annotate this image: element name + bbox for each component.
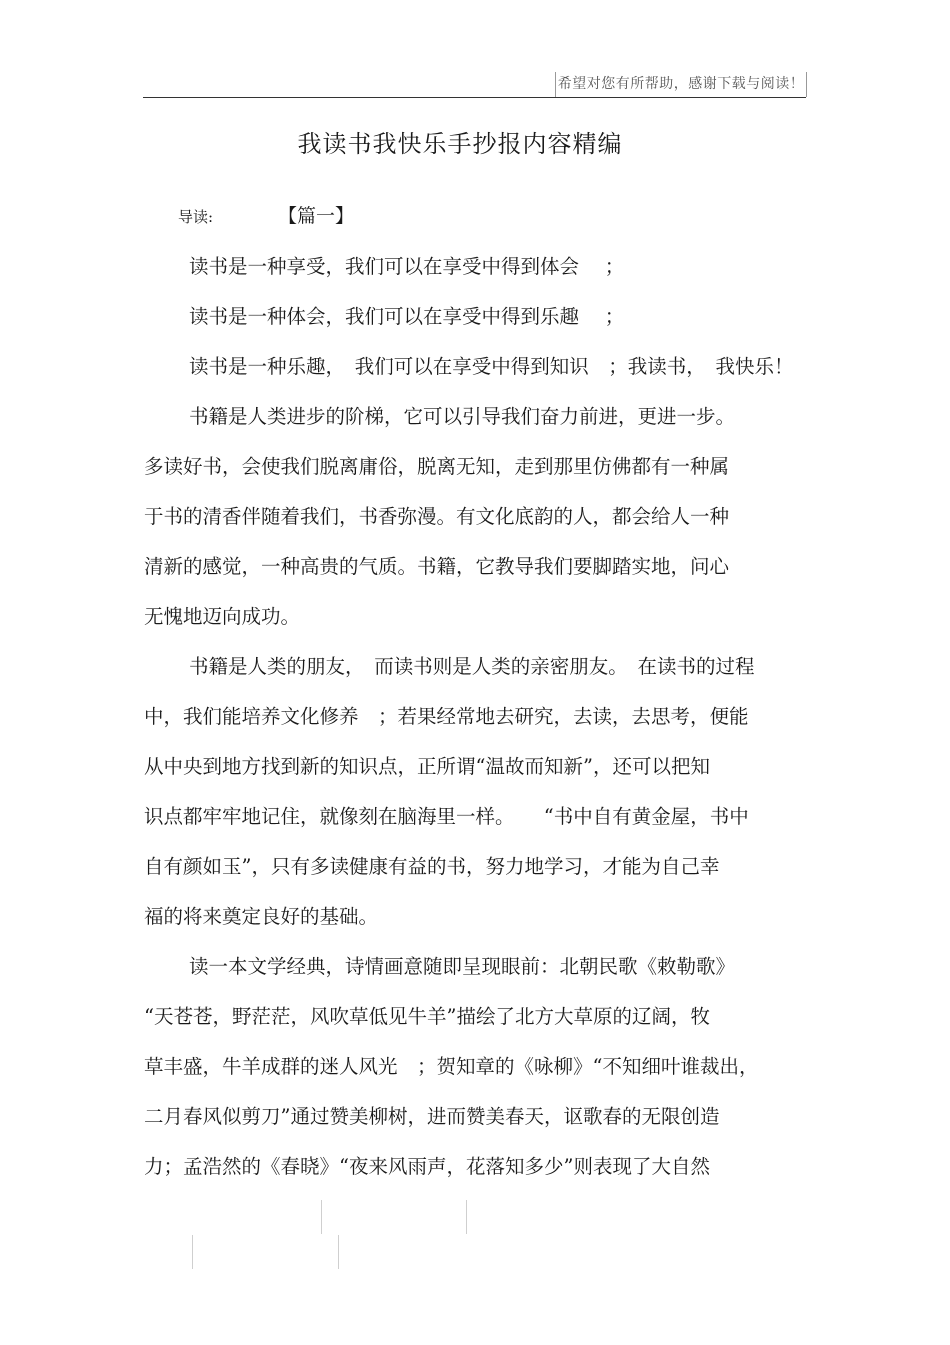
- text-line: 福的将来奠定良好的基础。: [144, 905, 379, 928]
- text-line: 力；孟浩然的《春晓》“夜来风雨声，花落知多少”则表现了大自然: [144, 1155, 710, 1178]
- scan-artifact-line: [192, 1235, 193, 1269]
- scan-artifact-line: [466, 1200, 467, 1234]
- document-title: 我读书我快乐手抄报内容精编: [297, 130, 623, 158]
- text-line: 读一本文学经典，诗情画意随即呈现眼前：北朝民歌《敕勒歌》: [189, 955, 736, 978]
- text-line: 无愧地迈向成功。: [144, 605, 301, 628]
- text-line: 识点都牢牢地记住，就像刻在脑海里一样。 “书中自有黄金屋，书中: [144, 805, 749, 828]
- header-note: 希望对您有所帮助，感谢下载与阅读！: [555, 72, 807, 97]
- text-line: 书籍是人类的朋友， 而读书则是人类的亲密朋友。 在读书的过程: [189, 655, 755, 678]
- scan-artifact-line: [321, 1200, 322, 1234]
- section-label: 【篇一】: [278, 205, 355, 227]
- text-line: 中，我们能培养文化修养 ；若果经常地去研究，去读，去思考，便能: [144, 705, 749, 728]
- text-line: 读书是一种体会，我们可以在享受中得到乐趣 ；: [189, 305, 625, 328]
- text-line: 草丰盛，牛羊成群的迷人风光 ；贺知章的《咏柳》“不知细叶谁裁出，: [144, 1055, 759, 1078]
- text-line: 清新的感觉，一种高贵的气质。书籍，它教导我们要脚踏实地，问心: [144, 555, 730, 578]
- text-line: 从中央到地方找到新的知识点，正所谓“温故而知新”，还可以把知: [144, 755, 710, 778]
- text-line: 书籍是人类进步的阶梯，它可以引导我们奋力前进，更进一步。: [189, 405, 736, 428]
- scan-artifact-line: [338, 1235, 339, 1269]
- text-line: 于书的清香伴随着我们，书香弥漫。有文化底韵的人，都会给人一种: [144, 505, 730, 528]
- text-line: 多读好书，会使我们脱离庸俗，脱离无知，走到那里仿佛都有一种属: [144, 455, 730, 478]
- text-line: 自有颜如玉”，只有多读健康有益的书，努力地学习，才能为自己幸: [144, 855, 720, 878]
- header-divider: [143, 97, 806, 98]
- text-line: 读书是一种乐趣， 我们可以在享受中得到知识 ；我读书， 我快乐！: [189, 355, 794, 378]
- text-line: 读书是一种享受，我们可以在享受中得到体会 ；: [189, 255, 625, 278]
- text-line: “天苍苍，野茫茫，风吹草低见牛羊”描绘了北方大草原的辽阔，牧: [144, 1005, 710, 1028]
- lead-label: 导读:: [178, 208, 214, 226]
- text-line: 二月春风似剪刀”通过赞美柳树，进而赞美春天，讴歌春的无限创造: [144, 1105, 720, 1128]
